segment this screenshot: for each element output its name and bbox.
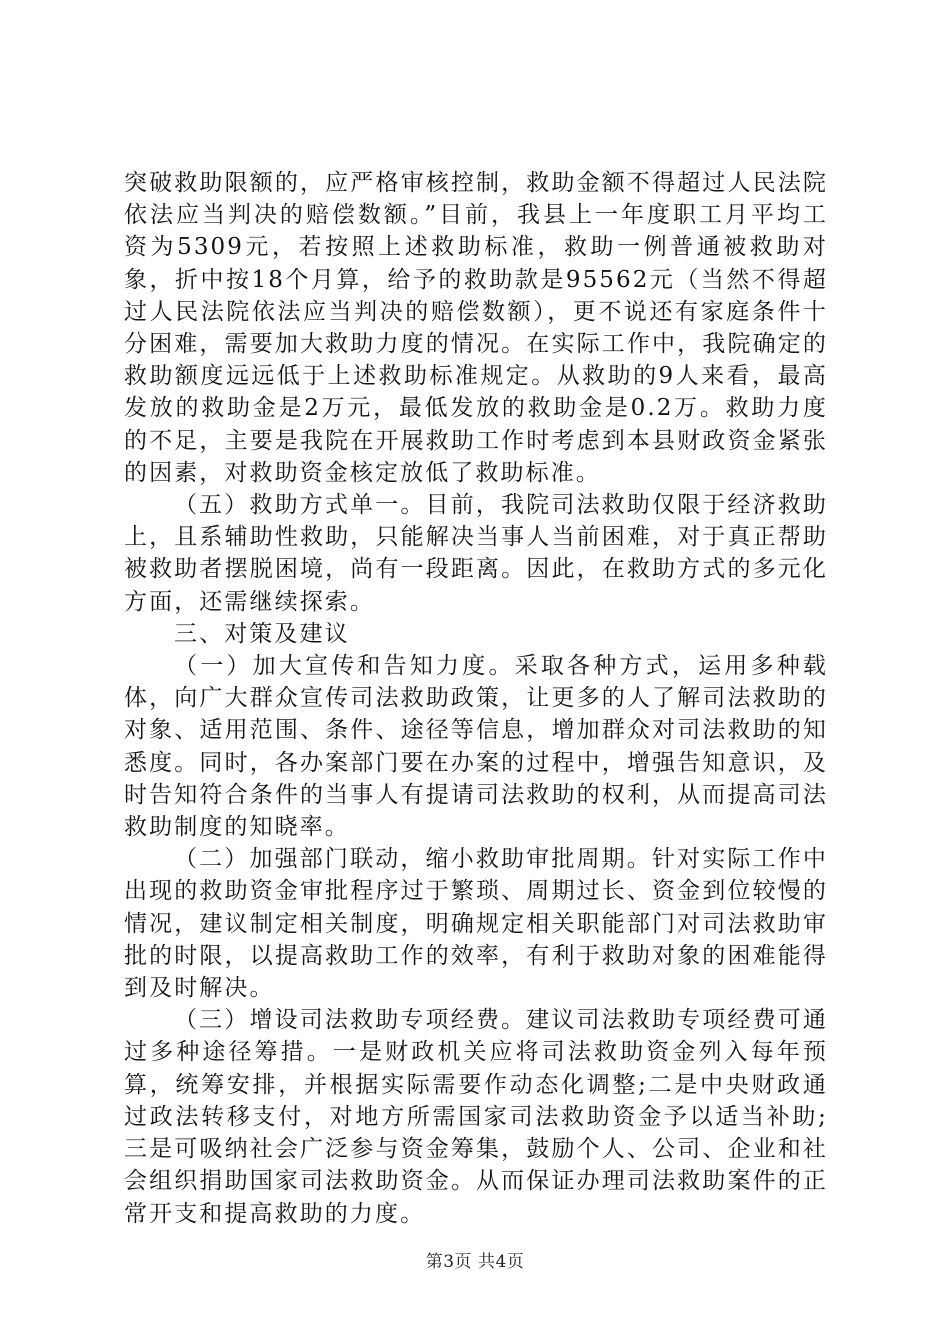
paragraph-item-5: （五）救助方式单一。目前，我院司法救助仅限于经济救助上，且系辅助性救助，只能解决当事人当前困难，对于真正帮助被救助者摆脱困境，尚有一段距离。因此，在救助方式的多元化方面，还需继续探索。 — [124, 492, 828, 615]
paragraph-item-3: （三）增设司法救助专项经费。建议司法救助专项经费可通过多种途径筹措。一是财政机关应将司法救助资金列入每年预算，统筹安排，并根据实际需要作动态化调整;二是中央财政通过政法转移支付，对地方所需国家司法救助资金予以适当补助;三是可吸纳社会广泛参与资金筹集，鼓励个人、公司、企业和社会组织捐助国家司法救助资金。从而保证办理司法救助案件的正常开支和提高救助的力度。 — [124, 1007, 828, 1227]
document-body — [124, 167, 828, 1230]
section-heading: 三、对策及建议 — [174, 620, 350, 647]
paragraph-item-1: （一）加大宣传和告知力度。采取各种方式，运用多种载体，向广大群众宣传司法救助政策，让更多的人了解司法救助的对象、适用范围、条件、途径等信息，增加群众对司法救助的知悉度。同时，各办案部门要在办案的过程中，增强告知意识，及时告知符合条件的当事人有提请司法救助的权利，从而提高司法救助制度的知晓率。 — [124, 653, 828, 841]
page-number-footer: 第3页 共4页 — [425, 1252, 525, 1272]
paragraph-item-2: （二）加强部门联动，缩小救助审批周期。针对实际工作中出现的救助资金审批程序过于繁琐、周期过长、资金到位较慢的情况，建议制定相关制度，明确规定相关职能部门对司法救助审批的时限，以提高救助工作的效率，有利于救助对象的困难能得到及时解决。 — [124, 846, 828, 1002]
paragraph-continuation: 突破救助限额的，应严格审核控制，救助金额不得超过人民法院依法应当判决的赔偿数额。”目前，我县上一年度职工月平均工资为5309元，若按照上述救助标准，救助一例普通被救助对象，折中按18个月算，给予的救助款是95562元（当然不得超过人民法院依法应当判决的赔偿数额），更不说还有家庭条件十分困难，需要加大救助力度的情况。在实际工作中，我院确定的救助额度远远低于上述救助标准规定。从救助的9人来看，最高发放的救助金是2万元，最低发放的救助金是0.2万。救助力度的不足，主要是我院在开展救助工作时考虑到本县财政资金紧张的因素，对救助资金核定放低了救助标准。 — [124, 170, 828, 486]
